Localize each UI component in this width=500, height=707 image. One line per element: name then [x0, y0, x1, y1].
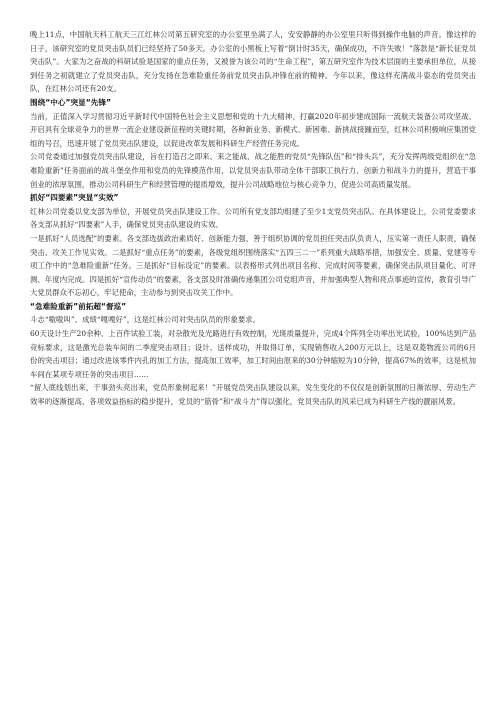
paragraph-intro: 晚上11点，中国航天科工航天三江红林公司第五研究室的办公室里坐满了人，安安静静的办公室里只听得到操作电脑的声音。像这样的日子，该研究室的党员突击队员们已经坚持了50多天。办公室的小黑板上写着“倒计时35天，确保成功，不许失败！”落款是“新长征党员突击队”。大家为之奋战的科研试验是国家的重点任务，又被誉为该公司的“生命工程”，第五研究室作为技术层面的主要承担单位，从接到任务之初就建立了党员突击队，充分发扬在急难险重任务前党员突击队冲锋在前的精神。今年以来，像这样充满战斗姿态的党员突击队，在红林公司还有20支。: [30, 30, 476, 94]
section-heading-four-elements: 抓好“四要素”突显“实效”: [30, 193, 119, 203]
paragraph-image-requirement: 斗志“嗷嗷叫”、成绩“嘎嘎好”，这是红林公司对突击队员的形象要求。: [30, 315, 261, 325]
paragraph-branch-setup: 红林公司党委以党支部为单位，开展党员突击队建设工作。公司所有党支部均组建了至少1支党员突击队。在具体建设上，公司党委要求各支部从抓好“四要素”入手，确保党员突击队建设的实效。: [30, 206, 476, 230]
paragraph-conclusion: “留人底线划出来，干事劲头亮出来，党员形象树起来！”开展党员突击队建设以来，发生变化的不仅仅是创新氛围的日渐浓厚、劳动生产效率的逐渐提高、各项效益指标的稳步提升，党员的“筋骨”和“战斗力”得以强化，党员突击队的风采已成为科研生产线的靓丽风景。: [30, 383, 476, 407]
paragraph-four-elements-detail: 一是抓好“人员选配”的要素。各支部选拔政治素质好、创新能力强、善于组织协调的党员担任突击队负责人，压实第一责任人职责，确保突击、攻关工作见实效。二是抓好“重点任务”的要素，各级党组织围绕落实“五四三二一”系列重大战略举措，加强安全、质量、党建等专项工作中的“急难险重新”任务。三是抓好“目标设定”的要素。以表格形式列出项目名称、完成时间等要素，确保突击队项目量化、可评测、年度内完成。四是抓好“宣传动员”的要素，各支部及时准确传递集团公司党组声音，并加强典型人物和亮点事迹的宣传，教育引导广大党员群众不忘初心，牢记使命，主动参与到突击攻关工作中。: [30, 233, 476, 298]
paragraph-project-examples: 60天设计生产20余种、上百件试验工装，对杂散光及光路进行有效控制，光斑质量提升，完成4个阵列全功率出光试验，100%达到产品竞标要求，这是激光总装车间的二季度突击项目；设计、送样成功，并取得订单，实现销售收入200万元以上，这是双菱物流公司的6月份的突击项目；通过改进该零件内孔的加工方法，提高加工效率，加工时间由原来的30分钟缩短为10分钟，提高67%的效率，这是机加车间在某项专项任务的突击项目……: [30, 329, 476, 379]
section-heading-pioneer: 围绕“中心”突显“先锋”: [30, 97, 111, 107]
paragraph-party-committee: 公司党委通过加强党员突击队建设，旨在打造召之即来、来之能战、战之能胜的党员“先锋队伍”和“排头兵”，充分发挥两级党组织在“急难险重新”任务面前的战斗堡垒作用和党员的先锋模范作用，以党员突击队带动全体干部职工执行力、创新力和战斗力的提升，营造干事创业的浓厚氛围，推动公司科研生产和经营管理的提质增效，提升公司战略地位与核心竞争力，促进公司高质量发展。: [30, 152, 476, 189]
paragraph-context: 当前，正值深入学习贯彻习近平新时代中国特色社会主义思想和党的十九大精神、打赢2020年初步建成国际一流航天装备公司攻坚战、开启具有全球竞争力的世界一流企业建设新征程的关键时期，各种新业务、新模式、新困难、新挑战接踵而至，红林公司积极响应集团党组的号召，迅速开展了党员突击队建设，以促进改革发展和科研生产经营任务完成。: [30, 111, 476, 148]
section-heading-urgent-tasks: “急难险重新”前拓超“督巡”: [30, 301, 127, 311]
article-body: [30, 28, 476, 409]
